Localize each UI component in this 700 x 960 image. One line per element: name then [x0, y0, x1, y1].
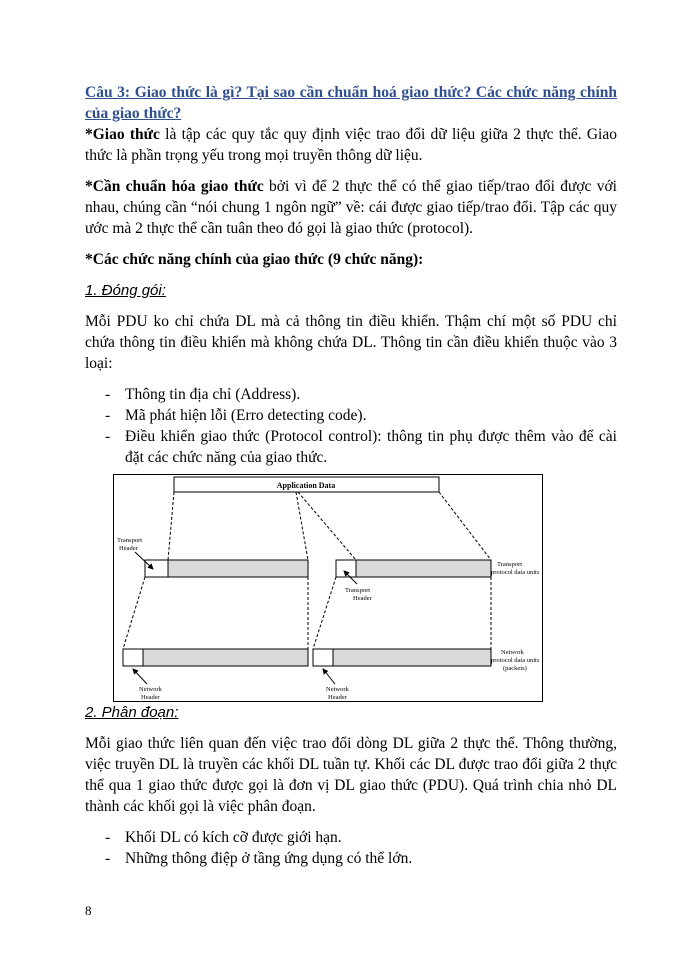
network-header-label-left-1: Network [139, 686, 162, 693]
network-pdu-label-1: Network [501, 649, 524, 656]
protocol-definition-text: là tập các quy tắc quy định việc trao đổi dữ liệu giữa 2 thực thể. Giao thức là phần trọng yếu trong mọi truyền thông dữ liệu. [85, 126, 617, 164]
list-item: - Khối DL có kích cỡ được giới hạn. [85, 827, 617, 848]
network-header-label-right-1: Network [326, 686, 349, 693]
standardization-reason-text: bởi vì để 2 thực thể có thể giao tiếp/trao đổi được với nhau, chúng cần “nói chung 1 ngôn ngữ” về: cái được giao tiếp/trao đổi. Tập các quy ước mà 2 thực thể cần tuân theo đó gọi là giao thức (protocol). [85, 178, 617, 237]
transport-data-box-right [356, 560, 491, 577]
functions-heading-text: *Các chức năng chính của giao thức (9 chức năng): [85, 251, 424, 268]
section-2-list [85, 827, 617, 869]
encapsulation-diagram [113, 474, 543, 702]
standardization-term: *Cần chuẩn hóa giao thức [85, 178, 264, 195]
section-1-list [85, 384, 617, 468]
transport-pdu-label-1: Transport [497, 561, 523, 568]
functions-heading [85, 249, 617, 270]
list-item: - Điều khiển giao thức (Protocol control): thông tin phụ được thêm vào để cài đặt các chức năng của giao thức. [85, 426, 617, 468]
transport-data-box-left [168, 560, 308, 577]
transport-header-box-left [145, 560, 168, 577]
document-page [85, 82, 617, 869]
page-number: 8 [85, 903, 92, 918]
transport-pdu-label-2: protocol data units [491, 569, 540, 576]
section-2-title: 2. Phân đoạn: [85, 704, 179, 721]
standardization-reason [85, 176, 617, 239]
application-data-label: Application Data [276, 481, 336, 490]
transport-header-label-right-2: Header [353, 595, 372, 602]
figure-frame [114, 475, 543, 702]
transport-header-label-2: Header [119, 545, 138, 552]
section-1-body: Mỗi PDU ko chỉ chứa DL mà cả thông tin điều khiển. Thậm chí một số PDU chỉ chứa thông tin điều khiển mà không chứa DL. Thông tin cần điều khiển thuộc vào 3 loại: [85, 313, 617, 372]
network-header-box-right [313, 649, 333, 666]
transport-header-label-1: Transport [117, 537, 143, 544]
network-pdu-label-2: protocol data units [491, 657, 540, 664]
question-heading: Câu 3: Giao thức là gì? Tại sao cần chuẩn hoá giao thức? Các chức năng chính của giao thức? [85, 84, 617, 122]
network-pdu-label-3: (packets) [503, 665, 527, 672]
protocol-term: *Giao thức [85, 126, 160, 143]
list-item: - Những thông điệp ở tầng ứng dụng có thể lớn. [85, 848, 617, 869]
network-data-box-left [143, 649, 308, 666]
transport-header-label-right-1: Transport [345, 587, 371, 594]
transport-header-box-right [336, 560, 356, 577]
network-data-box-right [333, 649, 491, 666]
section-1-title: 1. Đóng gói: [85, 282, 166, 299]
protocol-definition [85, 124, 617, 166]
list-item: - Thông tin địa chỉ (Address). [85, 384, 617, 405]
section-2-body: Mỗi giao thức liên quan đến việc trao đổi dòng DL giữa 2 thực thể. Thông thường, việc truyền DL là truyền các khối DL tuần tự. Khối các DL được trao đổi giữa 2 thực thể qua 1 giao thức được gọi là đơn vị DL giao thức (PDU). Quá trình chia nhỏ DL thành các khối gọi là việc phân đoạn. [85, 735, 617, 815]
network-header-label-right-2: Header [328, 694, 347, 701]
list-item: - Mã phát hiện lỗi (Erro detecting code). [85, 405, 617, 426]
network-header-box-left [123, 649, 143, 666]
network-header-label-left-2: Header [141, 694, 160, 701]
